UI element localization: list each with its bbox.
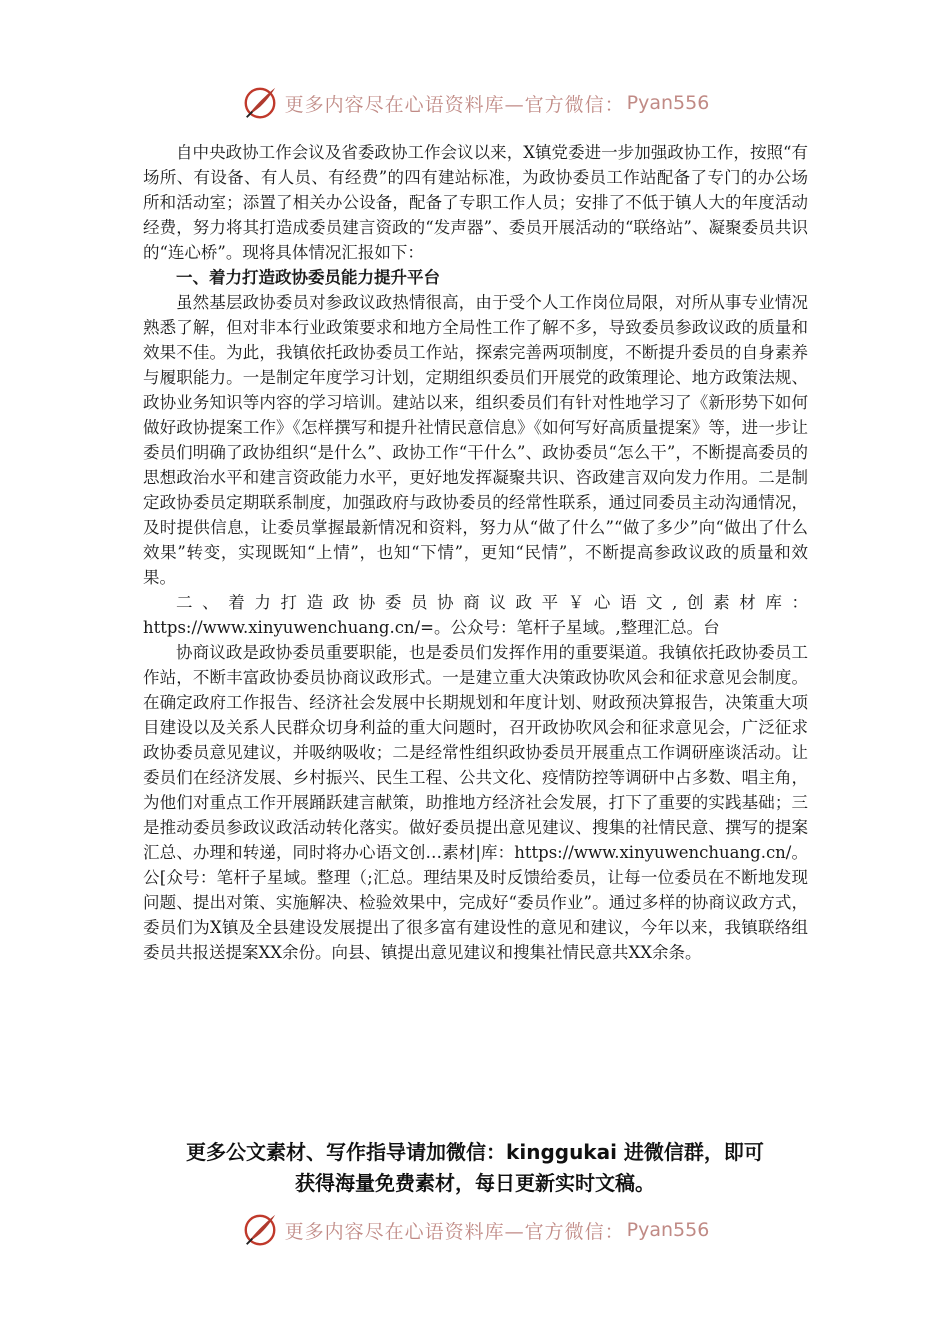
section-heading-1: 一、着力打造政协委员能力提升平台 bbox=[176, 268, 440, 287]
bottom-banner bbox=[0, 1208, 950, 1252]
quill-logo-icon bbox=[241, 84, 279, 122]
banner-wechat-id: Pyan556 bbox=[626, 1219, 710, 1241]
document-body bbox=[143, 140, 808, 965]
paragraph-section-1: 虽然基层政协委员对参政议政热情很高，由于受个人工作岗位局限，对所从事专业情况熟悉了解，但对非本行业政策要求和地方全局性工作了解不多，导致委员参政议政的质量和效果不佳。为此，我镇依托政协委员工作站，探索完善两项制度，不断提升委员的自身素养与履职能力。一是制定年度学习计划，定期组织委员们开展党的政策理论、地方政策法规、政协业务知识等内容的学习培训。建站以来，组织委员们有针对性地学习了《新形势下如何做好政协提案工作》《怎样撰写和提升社情民意信息》《如何写好高质量提案》等，进一步让委员们明确了政协组织“是什么”、政协工作“干什么”、政协委员“怎么干”，不断提高委员的思想政治水平和建言资政能力水平，更好地发挥凝聚共识、咨政建言双向发力作用。二是制定政协委员定期联系制度，加强政府与政协委员的经常性联系，通过同委员主动沟通情况，及时提供信息，让委员掌握最新情况和资料，努力从“做了什么”“做了多少”向“做出了什么效果”转变，实现既知“上情”，也知“下情”，更知“民情”，不断提高参政议政的质量和效果。 bbox=[143, 293, 808, 587]
banner-wechat-id: Pyan556 bbox=[626, 92, 710, 114]
banner-text: 更多内容尽在心语资料库—官方微信： bbox=[284, 1220, 625, 1243]
promo-block bbox=[100, 1137, 850, 1199]
quill-logo-icon bbox=[241, 1211, 279, 1249]
paragraph-section-2: 协商议政是政协委员重要职能，也是委员们发挥作用的重要渠道。我镇依托政协委员工作站，不断丰富政协委员协商议政形式。一是建立重大决策政协吹风会和征求意见会制度。在确定政府工作报告、经济社会发展中长期规划和年度计划、财政预决算报告，决策重大项目建设以及关系人民群众切身利益的重大问题时，召开政协吹风会和征求意见会，广泛征求政协委员意见建议，并吸纳吸收；二是经常性组织政协委员开展重点工作调研座谈活动。让委员们在经济发展、乡村振兴、民生工程、公共文化、疫情防控等调研中占多数、唱主角，为他们对重点工作开展踊跃建言献策，助推地方经济社会发展，打下了重要的实践基础；三是推动委员参政议政活动转化落实。做好委员提出意见建议、搜集的社情民意、撰写的提案汇总、办理和转递，同时将办心语文创…素材|库：https://www.xinyuwenchuang.cn/。公[众号：笔杆子星域。整理（;汇总。理结果及时反馈给委员，让每一位委员在不断地发现问题、提出对策、实施解决、检验效果中，完成好“委员作业”。通过多样的协商议政方式，委员们为X镇及全县建设发展提出了很多富有建设性的意见和建议，今年以来，我镇联络组委员共报送提案XX余份。向县、镇提出意见建议和搜集社情民意共XX余条。 bbox=[143, 643, 808, 962]
section-heading-2: 二、着力打造政协委员协商议政平￥心语文,创素材库：https://www.xinyuwenchuang.cn/=。公众号：笔杆子星域。,整理汇总。台 bbox=[143, 593, 808, 637]
paragraph-intro: 自中央政协工作会议及省委政协工作会议以来，X镇党委进一步加强政协工作，按照“有场所、有设备、有人员、有经费”的四有建站标准，为政协委员工作站配备了专门的办公场所和活动室；添置了相关办公设备，配备了专职工作人员；安排了不低于镇人大的年度活动经费，努力将其打造成委员建言资政的“发声器”、委员开展活动的“联络站”、凝聚委员共识的“连心桥”。现将具体情况汇报如下： bbox=[143, 143, 808, 262]
promo-line-2: 获得海量免费素材，每日更新实时文稿。 bbox=[295, 1171, 655, 1195]
banner-text: 更多内容尽在心语资料库—官方微信： bbox=[284, 93, 625, 116]
top-banner bbox=[0, 81, 950, 125]
promo-line-1: 更多公文素材、写作指导请加微信：kinggukai 进微信群，即可 bbox=[186, 1140, 764, 1164]
